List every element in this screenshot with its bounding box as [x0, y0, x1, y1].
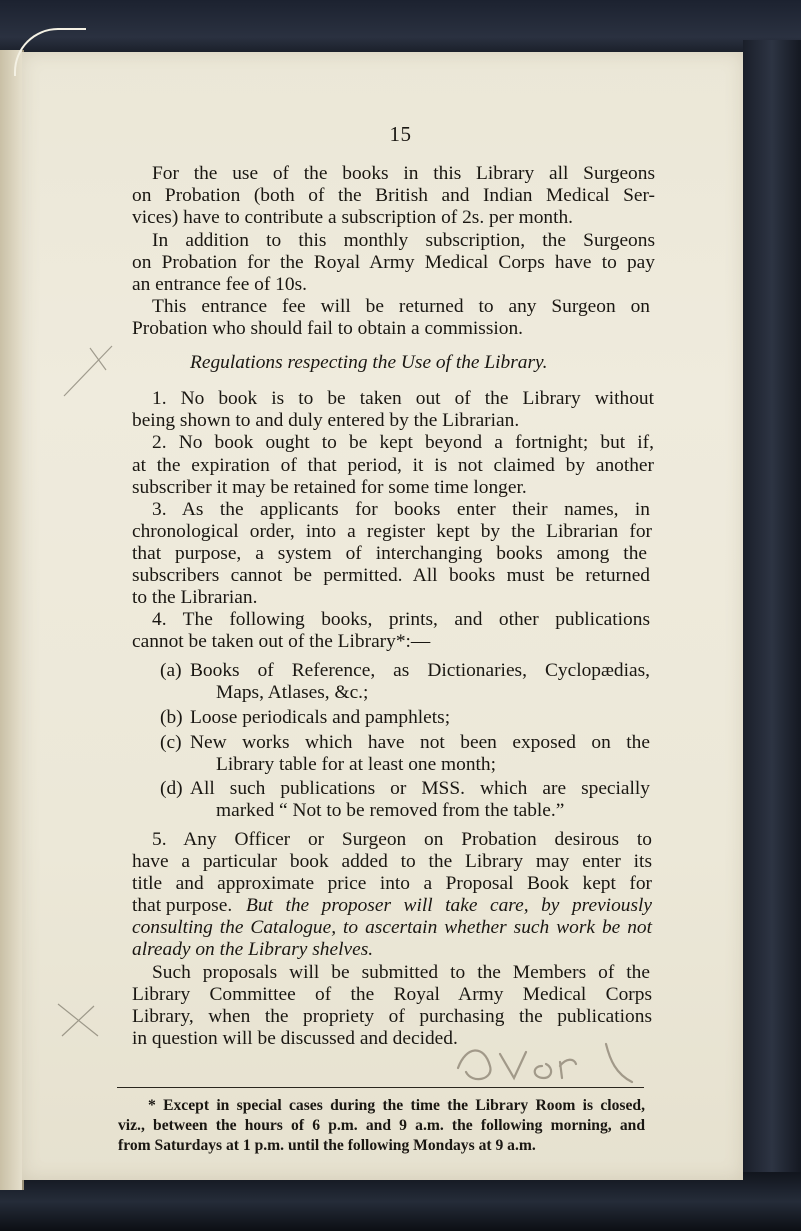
item-line: Library table for at least one month;	[216, 754, 496, 775]
item-line: Loose periodicals and pamphlets;	[190, 707, 451, 728]
footnote-divider	[117, 1087, 644, 1088]
closing-line: in question will be discussed and decided.	[132, 1028, 458, 1049]
rule-line: 3. As the applicants for books enter their names, in	[152, 499, 650, 520]
rule-line: at the expiration of that period, it is not claimed by another	[132, 455, 654, 476]
item-line: All such publications or MSS. which are specially	[190, 778, 650, 799]
rule-line: subscribers cannot be permitted. All books must be returned	[132, 565, 650, 586]
closing-line: Library Committee of the Royal Army Medical Corps	[132, 984, 652, 1005]
rule5-italic-line: consulting the Catalogue, to ascertain whether such work be not	[132, 917, 652, 938]
item-line: New works which have not been exposed on the	[190, 732, 650, 753]
rule-line: that purpose, a system of interchanging books among the	[132, 543, 647, 564]
pencil-cross-icon	[54, 1000, 104, 1040]
regulations-heading: Regulations respecting the Use of the Library.	[190, 352, 548, 373]
handwritten-over-note	[456, 1038, 646, 1086]
rule5-italic-line: already on the Library shelves.	[132, 939, 374, 960]
closing-line: Such proposals will be submitted to the Members of the	[152, 962, 650, 983]
intro-line: vices) have to contribute a subscription of 2s. per month.	[132, 207, 574, 228]
rule-line: 4. The following books, prints, and other publications	[152, 609, 650, 630]
rule-line: chronological order, into a register kept by the Librarian for	[132, 521, 652, 542]
intro-line: For the use of the books in this Library all Surgeons	[152, 163, 655, 184]
rule5-line: that purpose.	[132, 895, 233, 916]
item-label: (a)	[160, 660, 182, 681]
item-label: (c)	[160, 732, 182, 753]
closing-line: Library, when the propriety of purchasing the publications	[132, 1006, 652, 1027]
item-line: Books of Reference, as Dictionaries, Cyclopædias,	[190, 660, 650, 681]
intro-line: an entrance fee of 10s.	[132, 274, 307, 295]
page-number: 15	[389, 122, 412, 146]
rule-line: cannot be taken out of the Library*:—	[132, 631, 431, 652]
footnote-line: viz., between the hours of 6 p.m. and 9 a.m. the following morning, and	[118, 1117, 645, 1134]
item-label: (d)	[160, 778, 183, 799]
footnote-line: * Except in special cases during the time the Library Room is closed,	[148, 1097, 645, 1114]
rule-line: being shown to and duly entered by the Librarian.	[132, 410, 520, 431]
rule5-line: have a particular book added to the Library may enter its	[132, 851, 652, 872]
intro-line: on Probation (both of the British and Indian Medical Ser-	[132, 185, 655, 206]
pencil-mark-icon	[60, 340, 120, 400]
intro-line: Probation who should fail to obtain a commission.	[132, 318, 524, 339]
item-line: marked “ Not to be removed from the table.”	[216, 800, 565, 821]
item-label: (b)	[160, 707, 183, 728]
rule5-line: title and approximate price into a Proposal Book kept for	[132, 873, 652, 894]
footnote-line: from Saturdays at 1 p.m. until the following Mondays at 9 a.m.	[118, 1137, 536, 1154]
rule-line: to the Librarian.	[132, 587, 258, 608]
intro-line: This entrance fee will be returned to any Surgeon on	[152, 296, 650, 317]
rule-line: 1. No book is to be taken out of the Library without	[152, 388, 654, 409]
intro-line: on Probation for the Royal Army Medical Corps have to pay	[132, 252, 655, 273]
rule5-line: 5. Any Officer or Surgeon on Probation desirous to	[152, 829, 652, 850]
rule5-italic-line: But the proposer will take care, by previously	[246, 895, 652, 916]
rule-line: subscriber it may be retained for some time longer.	[132, 477, 527, 498]
item-line: Maps, Atlases, &c.;	[216, 682, 369, 703]
intro-line: In addition to this monthly subscription, the Surgeons	[152, 230, 655, 251]
rule-line: 2. No book ought to be kept beyond a fortnight; but if,	[152, 432, 654, 453]
